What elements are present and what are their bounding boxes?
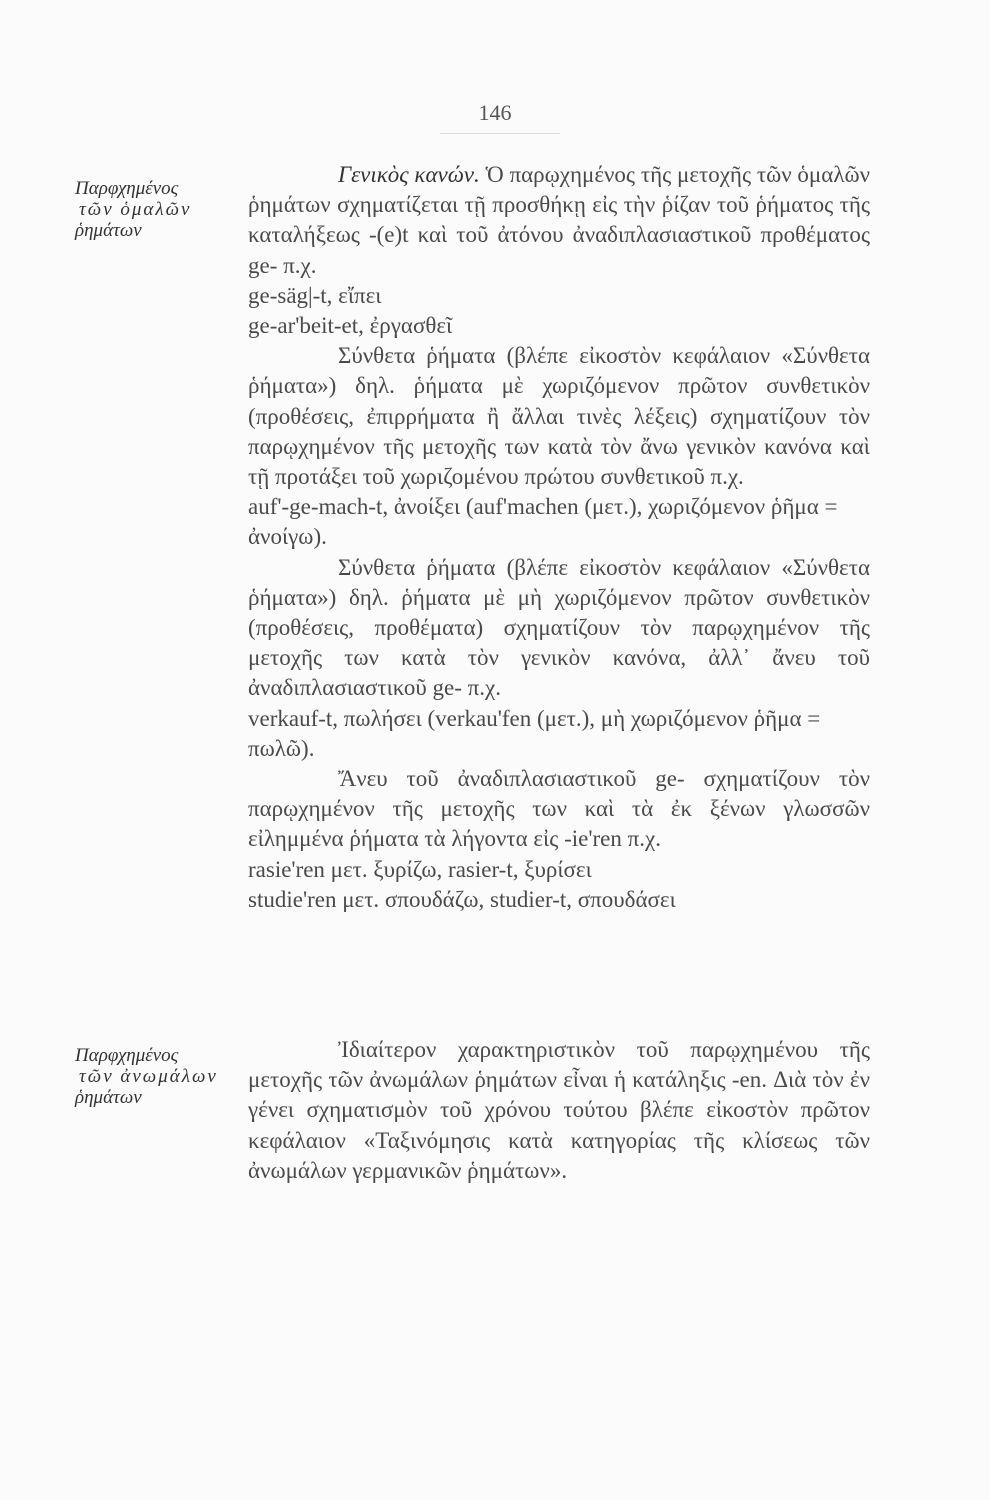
side-note-line: ῥημάτων bbox=[75, 1087, 142, 1108]
rule-paragraph bbox=[248, 160, 870, 281]
paragraph-foreign-verbs: Ἄνευ τοῦ ἀναδιπλασιαστικοῦ ge- σχηματίζουν τὸν παρῳχημένον τῆς μετοχῆς των καὶ τὰ ἐκ ξένων γλωσσῶν εἰλημμένα ῥήματα τὰ λήγοντα εἰς -ie'ren π.χ. bbox=[248, 766, 870, 852]
example-line: ge-ar'beit-et, ἐργασθεῖ bbox=[248, 313, 453, 339]
section-irregular-verbs bbox=[248, 1035, 870, 1186]
side-note-line: τῶν ἀνωμάλων bbox=[79, 1066, 218, 1087]
side-note-line: τῶν ὁμαλῶν bbox=[79, 199, 192, 220]
example-line: studie'ren μετ. σπουδάζω, studier-t, σπουδάσει bbox=[248, 886, 676, 912]
example-line: rasie'ren μετ. ξυρίζω, rasier-t, ξυρίσει bbox=[248, 856, 592, 882]
side-note-line: Παρφχημένος bbox=[75, 1045, 179, 1066]
paragraph-irregular: Ἰδιαίτερον χαρακτηριστικὸν τοῦ παρῳχημένου τῆς μετοχῆς τῶν ἀνωμάλων ῥημάτων εἶναι ἡ κατάληξις -en. Διὰ τὸν ἐν γένει σχηματισμὸν τοῦ χρόνου τούτου βλέπε εἰκοστὸν πρῶτον κεφάλαιον «Ταξινόμησις κατὰ κατηγορίας τῆς κλίσεως τῶν ἀνωμάλων γερμανικῶν ῥημάτων». bbox=[248, 1037, 870, 1183]
paragraph-inseparable-compounds: Σύνθετα ῥήματα (βλέπε εἰκοστὸν κεφάλαιον «Σύνθετα ῥήματα») δηλ. ῥήματα μὲ μὴ χωριζόμενον πρῶτον συνθετικὸν (προθέσεις, προθέματα) σχηματίζουν τὸν παρῳχημένον τῆς μετοχῆς των κατὰ τὸν γενικὸν κανόνα, ἀλλ᾽ ἄνευ τοῦ ἀναδιπλασιαστικοῦ ge- π.χ. bbox=[248, 554, 870, 701]
rule-title: Γενικὸς κανών. bbox=[338, 162, 480, 187]
page-number: 146 bbox=[478, 100, 512, 125]
side-note-irregular-participles bbox=[75, 1045, 250, 1108]
example-line: verkauf-t, πωλήσει (verkau'fen (μετ.), μὴ χωριζόμενον ῥῆμα = πωλῶ). bbox=[248, 705, 821, 761]
side-note-regular-participles bbox=[75, 178, 250, 241]
paragraph-separable-compounds: Σύνθετα ῥήματα (βλέπε εἰκοστὸν κεφάλαιον «Σύνθετα ῥήματα») δηλ. ῥήματα μὲ χωριζόμενον πρῶτον συνθετικὸν (προθέσεις, ἐπιρρήματα ἢ ἄλλαι τινὲς λέξεις) σχηματίζουν τὸν παρῳχημένον τῆς μετοχῆς των κατὰ τὸν ἄνω γενικὸν κανόνα καὶ τῇ προτάξει τοῦ χωριζομένου πρώτου συνθετικοῦ π.χ. bbox=[248, 343, 870, 490]
side-note-line: ῥημάτων bbox=[75, 220, 142, 241]
example-line: auf'-ge-mach-t, ἀνοίξει (auf'machen (μετ.), χωριζόμενον ῥῆμα = ἀνοίγω). bbox=[248, 494, 838, 550]
header-rule bbox=[440, 133, 560, 134]
example-line: ge-säg|-t, εἴπει bbox=[248, 282, 382, 308]
section-regular-verbs bbox=[248, 160, 870, 915]
side-note-line: Παρφχημένος bbox=[75, 178, 179, 199]
rule-text: Ὁ παρῳχημένος τῆς μετοχῆς τῶν ὁμαλῶν ῥημάτων σχηματίζεται τῇ προσθήκῃ εἰς τὴν ῥίζαν τοῦ ῥήματος τῆς καταλήξεως -(e)t καὶ τοῦ ἀτόνου ἀναδιπλασιαστικοῦ προθέματος ge- π.χ. bbox=[248, 162, 871, 278]
